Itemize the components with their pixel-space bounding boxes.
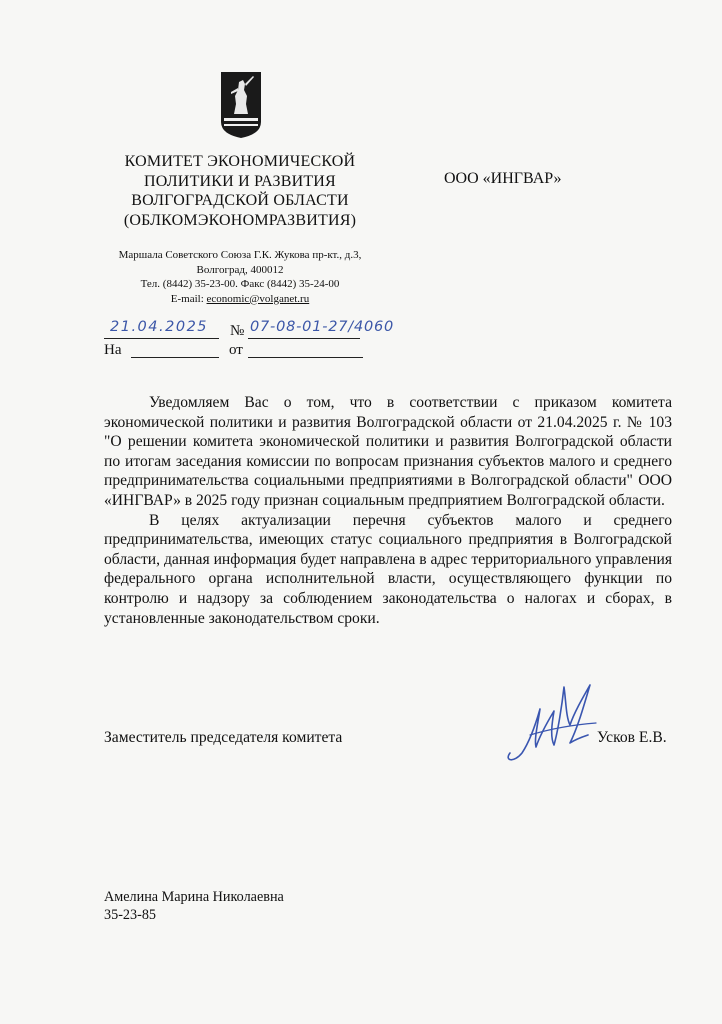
org-name-line: (ОБЛКОМЭКОНОМРАЗВИТИЯ)	[123, 211, 357, 229]
ref-date-line	[248, 342, 363, 358]
phone-fax: Тел. (8442) 35-23-00. Факс (8442) 35-24-00	[140, 278, 340, 290]
body-paragraph: Уведомляем Вас о том, что в соответствии с приказом комитета экономической политики и развития Волгоградской области от 21.04.2025 г. № 103 "О решении комитета экономической политики и развития Волгоградской области по итогам заседания комиссии по вопросам признания субъектов малого и среднего предпринимательства социальными предприятиями в Волгоградской области" ООО «ИНГВАР» в 2025 году признан социальным предприятием Волгоградской области.	[104, 394, 672, 509]
org-name-line: ПОЛИТИКИ И РАЗВИТИЯ	[144, 172, 336, 190]
ref-number-line	[131, 342, 219, 358]
address-city: Волгоград, 400012	[196, 263, 284, 276]
executor-name: Амелина Марина Николаевна	[104, 889, 284, 905]
number-handwritten: 07-08-01-27/4060	[250, 319, 395, 335]
recipient: ООО «ИНГВАР»	[444, 170, 562, 187]
volgograd-coat-of-arms-icon	[219, 70, 263, 140]
org-name-line: ВОЛГОГРАДСКОЙ ОБЛАСТИ	[131, 192, 349, 209]
email-line	[90, 292, 390, 307]
handwritten-signature-icon	[500, 665, 610, 770]
address-line: Маршала Советского Союза Г.К. Жукова пр-кт., д.3,	[118, 249, 362, 261]
date-handwritten: 21.04.2025	[110, 319, 209, 335]
signer-position: Заместитель председателя комитета	[104, 729, 343, 746]
email-label: E-mail:	[170, 292, 207, 305]
executor-phone: 35-23-85	[104, 907, 157, 923]
executor-info	[104, 888, 284, 924]
ref-label: На	[104, 342, 122, 358]
body-paragraph: В целях актуализации перечня субъектов малого и среднего предпринимательства, имеющих статус социального предприятия в Волгоградской области, данная информация будет направлена в адрес территориального управления федерального органа исполнительной власти, осуществляющего функции по контролю и надзору за соблюдением законодательства о налогах и сборах, в установленные законодательством сроки.	[104, 511, 672, 627]
ref-from-label: от	[229, 342, 243, 358]
sender-organization	[90, 152, 390, 230]
letter-body	[104, 393, 672, 628]
org-name-line: КОМИТЕТ ЭКОНОМИЧЕСКОЙ	[124, 153, 356, 170]
email-link[interactable]: economic@volganet.ru	[206, 292, 310, 305]
signer-name: Усков Е.В.	[597, 729, 667, 746]
sender-address	[90, 248, 390, 306]
number-label: №	[230, 323, 245, 339]
